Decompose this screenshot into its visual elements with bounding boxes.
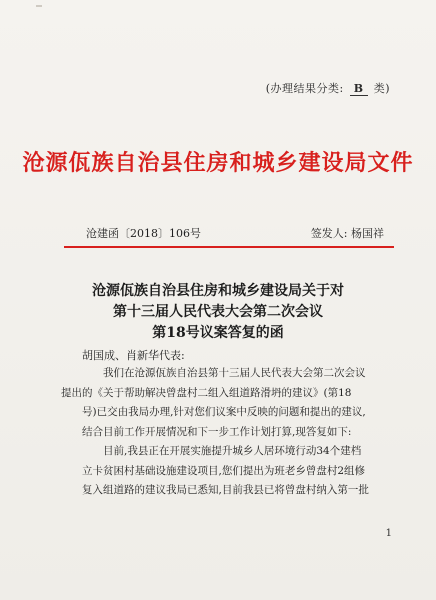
body-line: 提出的《关于帮助解决曾盘村二组入组道路滑坍的建议》(第18 [61,386,352,399]
red-divider-line [64,246,394,248]
subject-line-2: 第十三届人民代表大会第二次会议 [113,304,323,320]
body-line: 目前,我县正在开展实施提升城乡人居环境行动34个建档 [103,445,362,457]
body-line: 复入组道路的建议我局已悉知,目前我县已将曾盘村纳入第一批 [82,484,369,496]
body-paragraph-1 [61,364,402,442]
document-number: 沧建函〔2018〕106号 [86,227,201,240]
classification-suffix: 类) [373,82,390,95]
result-classification [266,80,390,96]
classification-prefix: (办理结果分类: [265,82,344,95]
signer [311,225,384,241]
page-number: 1 [385,528,392,539]
signer-name: 杨国祥 [351,227,384,240]
body-line: 号)已交由我局办理,针对您们议案中反映的问题和提出的建议, [82,406,366,418]
subject-line-3: 第18号议案答复的函 [152,325,284,341]
subject-line-1: 沧源佤族自治县住房和城乡建设局关于对 [92,283,344,299]
scan-artifact [36,5,42,7]
document-subject [0,281,436,344]
signer-label: 签发人: [310,227,348,240]
agency-letterhead-title: 沧源佤族自治县住房和城乡建设局文件 [22,150,414,176]
body-line: 结合目前工作开展情况和下一步工作计划打算,现答复如下: [82,425,352,438]
salutation: 胡国成、肖新华代表: [82,349,185,362]
body-line: 我们在沧源佤族自治县第十三届人民代表大会第二次会议 [103,367,366,379]
body-paragraph-2 [82,442,402,501]
classification-value: B [350,82,368,96]
body-line: 立卡贫困村基础设施建设项目,您们提出为班老乡曾盘村2组修 [82,464,366,477]
document-info-line [86,225,384,241]
document-body [61,364,402,501]
